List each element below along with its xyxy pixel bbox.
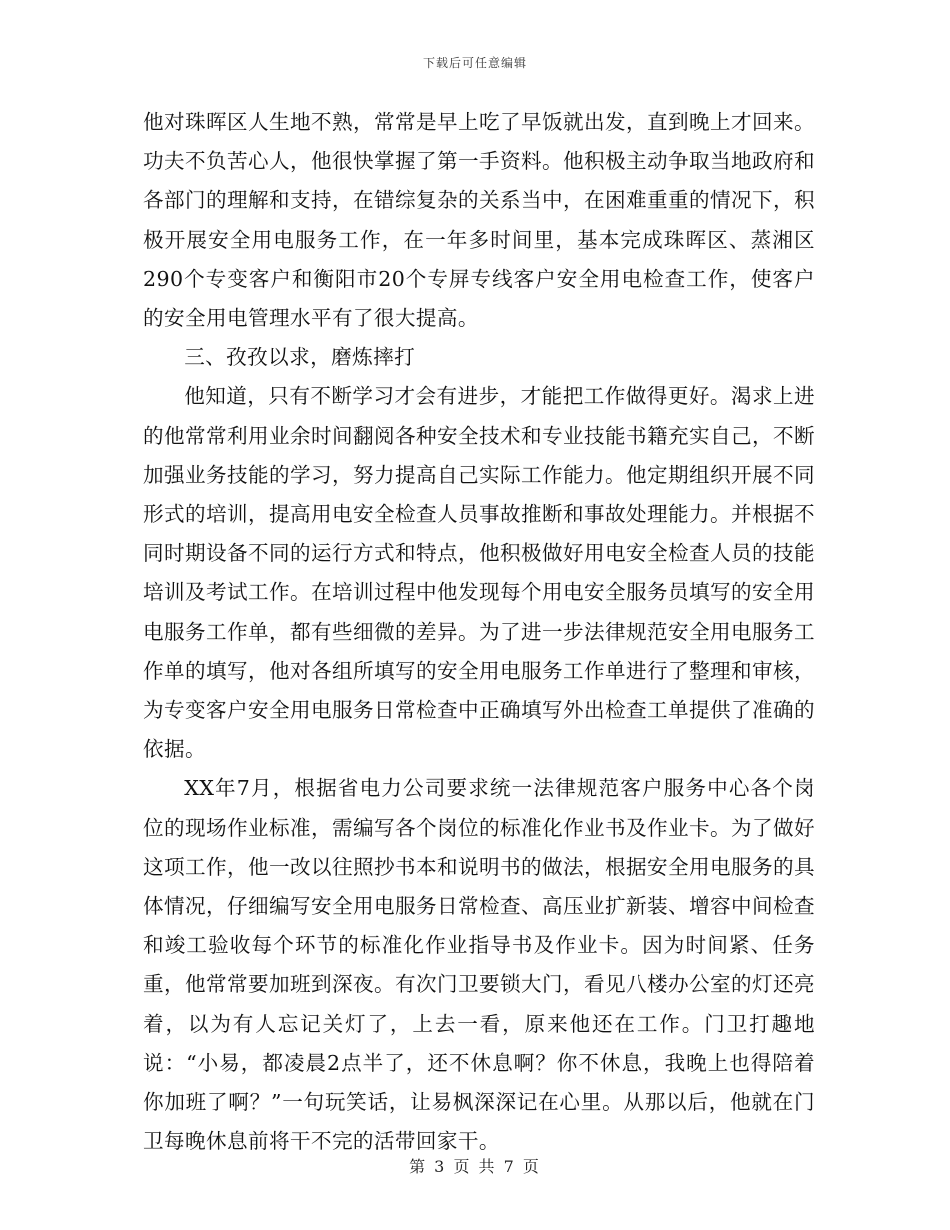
- page-number-footer: 第 3 页 共 7 页: [409, 1157, 541, 1176]
- section-heading: 三、孜孜以求，磨炼摔打: [184, 345, 416, 370]
- document-body: [143, 103, 815, 1161]
- paragraph-continued: 他对珠晖区人生地不熟，常常是早上吃了早饭就出发，直到晚上才回来。功夫不负苦心人，他很快掌握了第一手资料。他积极主动争取当地政府和各部门的理解和支持，在错综复杂的关系当中，在困难重重的情况下，积极开展安全用电服务工作，在一年多时间里，基本完成珠晖区、蒸湘区290个专变客户和衡阳市20个专屏专线客户安全用电检查工作，使客户的安全用电管理水平有了很大提高。: [143, 110, 815, 331]
- page-header: 下载后可任意编辑: [422, 56, 527, 70]
- paragraph-learning: 他知道，只有不断学习才会有进步，才能把工作做得更好。渴求上进的他常常利用业余时间翻阅各种安全技术和专业技能书籍充实自己，不断加强业务技能的学习，努力提高自己实际工作能力。他定期组织开展不同形式的培训，提高用电安全检查人员事故推断和事故处理能力。并根据不同时期设备不同的运行方式和特点，他积极做好用电安全检查人员的技能培训及考试工作。在培训过程中他发现每个用电安全服务员填写的安全用电服务工作单，都有些细微的差异。为了进一步法律规范安全用电服务工作单的填写，他对各组所填写的安全用电服务工作单进行了整理和审核，为专变客户安全用电服务日常检查中正确填写外出检查工单提供了准确的依据。: [143, 384, 815, 762]
- paragraph-standardization: XX年7月，根据省电力公司要求统一法律规范客户服务中心各个岗位的现场作业标准，需编写各个岗位的标准化作业书及作业卡。为了做好这项工作，他一改以往照抄书本和说明书的做法，根据安全用电服务的具体情况，仔细编写安全用电服务日常检查、高压业扩新装、增容中间检查和竣工验收每个环节的标准化作业指导书及作业卡。因为时间紧、任务重，他常常要加班到深夜。有次门卫要锁大门，看见八楼办公室的灯还亮着，以为有人忘记关灯了，上去一看，原来他还在工作。门卫打趣地说：“小易，都凌晨2点半了，还不休息啊？你不休息，我晚上也得陪着你加班了啊？”一句玩笑话，让易枫深深记在心里。从那以后，他就在门卫每晚休息前将干不完的活带回家干。: [143, 776, 815, 1154]
